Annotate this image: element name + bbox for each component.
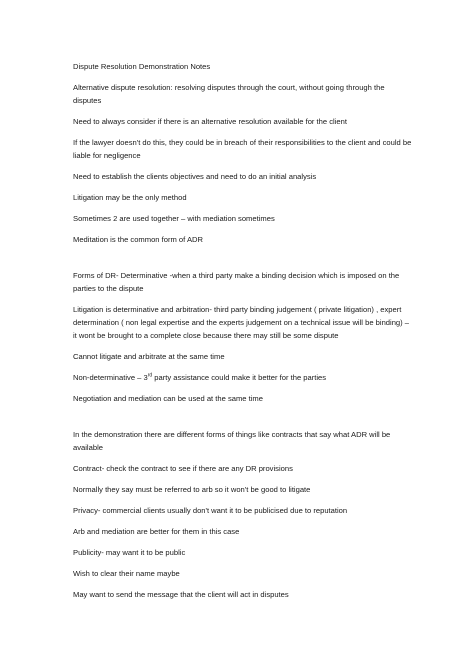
paragraph: Contract- check the contract to see if there are any DR provisions <box>73 464 293 473</box>
document-title: Dispute Resolution Demonstration Notes <box>73 62 211 71</box>
paragraph: Litigation may be the only method <box>73 193 187 202</box>
paragraph-text: Non-determinative – 3 <box>73 373 148 382</box>
document-body <box>73 60 413 601</box>
paragraph: Sometimes 2 are used together – with mediation sometimes <box>73 214 275 223</box>
paragraph: If the lawyer doesn't do this, they could be in breach of their responsibilities to the client and could be liable for negligence <box>73 138 412 160</box>
paragraph: Alternative dispute resolution: resolving disputes through the court, without going through the disputes <box>73 83 385 105</box>
paragraph: Publicity- may want it to be public <box>73 548 186 557</box>
paragraph: Privacy- commercial clients usually don't want it to be publicised due to reputation <box>73 506 348 515</box>
paragraph: In the demonstration there are different forms of things like contracts that say what ADR will be available <box>73 430 391 452</box>
paragraph: Arb and mediation are better for them in this case <box>73 527 240 536</box>
superscript-text: rd <box>147 372 153 379</box>
paragraph-text: party assistance could make it better for the parties <box>152 373 327 382</box>
paragraph: Meditation is the common form of ADR <box>73 235 203 244</box>
paragraph: May want to send the message that the client will act in disputes <box>73 590 289 599</box>
paragraph: Litigation is determinative and arbitration- third party binding judgement ( private litigation) , expert determination ( non legal expertise and the experts judgement on a technical issue will be binding) – it wont be brought to a complete close because there may still be some dispute <box>73 305 410 340</box>
paragraph: Negotiation and mediation can be used at the same time <box>73 394 263 403</box>
paragraph: Forms of DR- Determinative -when a third party make a binding decision which is imposed on the parties to the dispute <box>73 271 400 293</box>
paragraph: Wish to clear their name maybe <box>73 569 180 578</box>
paragraph <box>73 371 413 384</box>
paragraph: Cannot litigate and arbitrate at the same time <box>73 352 225 361</box>
paragraph: Need to establish the clients objectives and need to do an initial analysis <box>73 172 317 181</box>
paragraph: Need to always consider if there is an alternative resolution available for the client <box>73 117 347 126</box>
paragraph: Normally they say must be referred to arb so it won't be good to litigate <box>73 485 311 494</box>
